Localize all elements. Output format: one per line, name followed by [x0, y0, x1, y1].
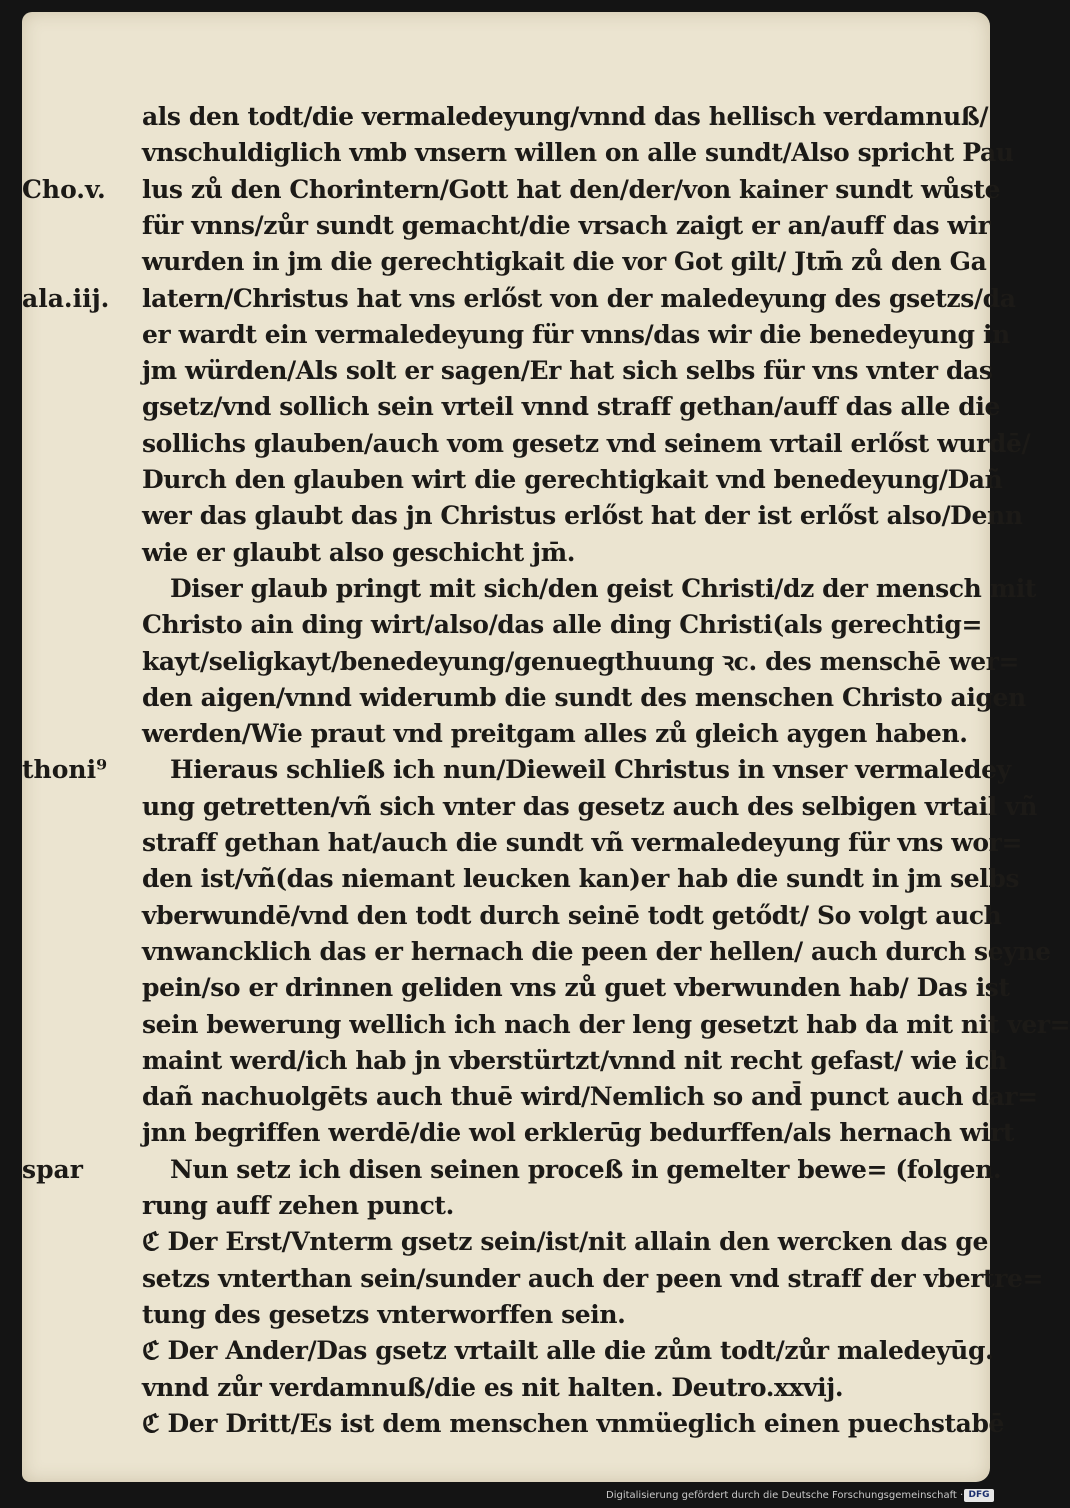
dfg-logo: DFG: [964, 1489, 994, 1502]
margin-note: Cho.v.: [22, 174, 106, 204]
text-line: jnn begriffen werdē/die wol erklerūg bedurffen/als hernach wirt: [142, 1118, 1015, 1148]
text-line: werden/Wie praut vnd preitgam alles zů gleich aygen haben.: [142, 719, 968, 749]
text-line: ung getretten/vñ sich vnter das gesetz auch des selbigen vrtail vñ: [142, 791, 1038, 821]
text-line: als den todt/die vermaledeyung/vnnd das hellisch verdamnuß/: [142, 102, 989, 131]
text-line: vberwundē/vnd den todt durch seinē todt getődt/ So volgt auch: [142, 900, 1002, 930]
text-line: maint werd/ich hab jn vberstürtzt/vnnd nit recht gefast/ wie ich: [142, 1045, 1007, 1075]
text-line: sein bewerung wellich ich nach der leng gesetzt hab da mit nit ver=: [142, 1009, 1070, 1039]
text-line: jm würden/Als solt er sagen/Er hat sich selbs für vns vnter das: [142, 356, 993, 386]
text-line: Durch den glauben wirt die gerechtigkait vnd benedeyung/Dañ: [142, 465, 1003, 494]
text-line: Christo ain ding wirt/also/das alle ding Christi(als gerechtig=: [142, 610, 982, 640]
text-line: kayt/seligkayt/benedeyung/genuegthuung ꝛc. des menschē wer=: [142, 646, 1020, 676]
text-line: vnschuldiglich vmb vnsern willen on alle sundt/Also spricht Pau: [142, 138, 1014, 168]
book-page: [22, 12, 1070, 1482]
text-line: latern/Christus hat vns erlőst von der maledeyung des gsetzs/da: [142, 283, 1016, 313]
text-line: vnwancklich das er hernach die peen der hellen/ auch durch seyne: [142, 936, 1051, 966]
text-line: ℭ Der Erst/Vnterm gsetz sein/ist/nit allain den wercken das ge: [142, 1227, 988, 1257]
text-line: wurden in jm die gerechtigkait die vor Got gilt/ Jtm̄ zů den Ga: [142, 247, 987, 277]
text-line: wer das glaubt das jn Christus erlőst hat der ist erlőst also/Denn: [142, 501, 1023, 531]
text-line: gsetz/vnd sollich sein vrteil vnnd straff gethan/auff das alle die: [142, 392, 1000, 422]
text-line: den aigen/vnnd widerumb die sundt des menschen Christo aigen: [142, 682, 1026, 712]
text-line: wie er glaubt also geschicht jm̄.: [142, 537, 576, 567]
text-line: lus zů den Chorintern/Gott hat den/der/von kainer sundt wůste: [142, 174, 1001, 204]
margin-note: thoni⁹: [22, 755, 108, 785]
text-line: ℭ Der Ander/Das gsetz vrtailt alle die zům todt/zůr maledeyūg.: [142, 1336, 994, 1366]
text-line: straff gethan hat/auch die sundt vñ vermaledeyung für vns wor=: [142, 828, 1022, 857]
text-line: dañ nachuolgēts auch thuē wird/Nemlich so and̄ punct auch dar=: [142, 1082, 1038, 1112]
text-line: sollichs glauben/auch vom gesetz vnd seinem vrtail erlőst wurdē/: [142, 428, 1031, 458]
margin-note: ala.iij.: [22, 283, 110, 313]
margin-note: spar: [22, 1154, 83, 1184]
text-line: für vnns/zůr sundt gemacht/die vrsach zaigt er an/auff das wir: [142, 210, 991, 240]
text-line: vnnd zůr verdamnuß/die es nit halten. Deutro.xxvij.: [142, 1372, 844, 1402]
text-line: er wardt ein vermaledeyung für vnns/das wir die benedeyung in: [142, 319, 1010, 349]
text-line: Hieraus schließ ich nun/Dieweil Christus in vnser vermaledey: [170, 755, 1011, 785]
text-line: rung auff zehen punct.: [142, 1191, 454, 1220]
text-line: den ist/vñ(das niemant leucken kan)er hab die sundt in jm selbs: [142, 864, 1020, 894]
text-line: tung des gesetzs vnterworffen sein.: [142, 1299, 626, 1329]
text-line: setzs vnterthan sein/sunder auch der peen vnd straff der vbertre=: [142, 1263, 1044, 1293]
text-line: ℭ Der Dritt/Es ist dem menschen vnmüeglich einen puechstabē: [142, 1408, 1005, 1438]
text-line: Diser glaub pringt mit sich/den geist Christi/dz der mensch mit: [170, 573, 1037, 603]
footer-credit: Digitalisierung gefördert durch die Deutsche Forschungsgemeinschaft ·: [606, 1490, 964, 1501]
text-line: pein/so er drinnen geliden vns zů guet vberwunden hab/ Das ist: [142, 973, 1010, 1003]
text-line: Nun setz ich disen seinen proceß in gemelter bewe= (folgen.: [170, 1154, 1002, 1184]
